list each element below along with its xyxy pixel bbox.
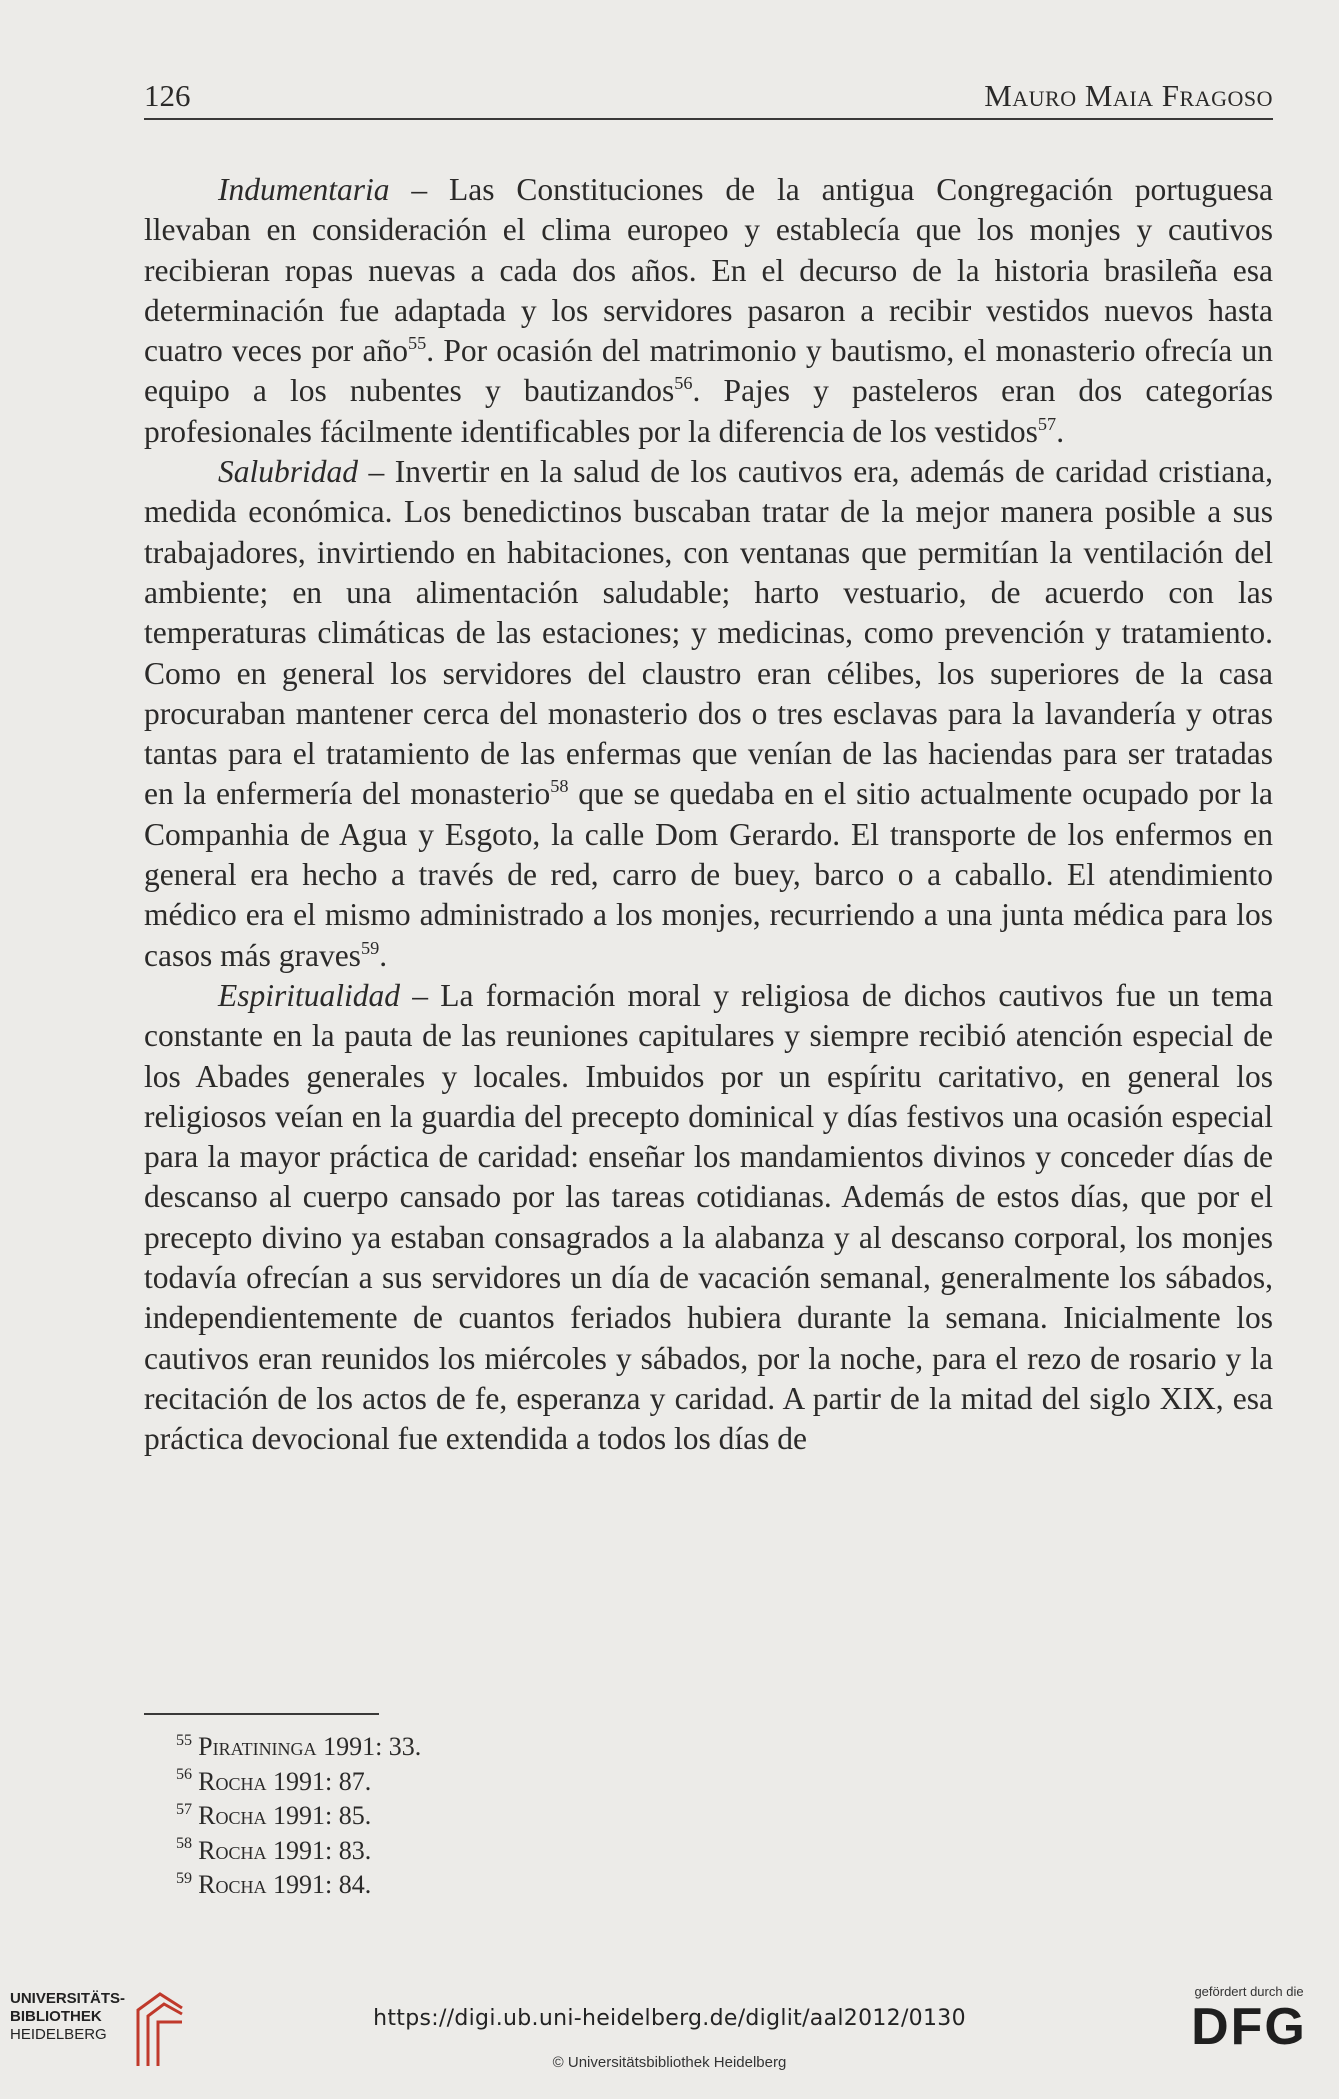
footnote-reference: 1991: 84. [266, 1870, 372, 1899]
section-lead: Salubridad [218, 454, 359, 490]
footnote-author: Rocha [198, 1835, 267, 1865]
paragraph [144, 170, 1273, 452]
paragraph-text: . Pajes y pasteleros eran dos categorías profesionales fácilmente identificables por la diferencia de los vestidos [144, 373, 1273, 449]
footnote-reference: 1991: 83. [266, 1835, 372, 1865]
paragraph-text: . [1056, 413, 1065, 449]
dfg-wordmark: DFG [1191, 1998, 1307, 2056]
footnote-reference: 1991: 33. [316, 1732, 422, 1761]
footnotes [176, 1730, 421, 1903]
footnote-reference: 1991: 85. [266, 1801, 372, 1830]
footnote-marker: 57 [1037, 413, 1057, 434]
footnote-marker: 56 [674, 373, 693, 394]
dfg-logo [1179, 1984, 1319, 2055]
footnote-marker: 55 [407, 333, 427, 354]
footnote-author: Rocha [198, 1766, 267, 1796]
paragraph-text: . [379, 937, 388, 973]
section-lead: Indumentaria [218, 172, 390, 207]
paragraph [144, 976, 1273, 1460]
section-lead: Espiritualidad [218, 977, 401, 1013]
footnote [176, 1730, 421, 1765]
running-head: Mauro Maia Fragoso [984, 78, 1273, 113]
paragraph-text: que se quedaba en el sitio actualmente ocupado por la Companhia de Agua y Esgoto, la calle Dom Gerardo. El transporte de los enfermos en general era hecho a través de red, carro de buey, barco o a caballo. El atendimiento médico era el mismo administrado a los monjes, recurriendo a una junta médica para los casos más graves [144, 776, 1273, 973]
body-text [144, 170, 1273, 1460]
footnote-number: 57 [176, 1800, 193, 1818]
footnote [176, 1834, 421, 1869]
page-number: 126 [144, 78, 191, 113]
footnote-separator [144, 1713, 379, 1715]
footnote-number: 56 [176, 1766, 193, 1784]
footnote-reference: 1991: 87. [266, 1766, 372, 1796]
paragraph-text: – Las Constituciones de la antigua Congregación portuguesa llevaban en consideración el clima europeo y establecía que los monjes y cautivos recibieran ropas nuevas a cada dos años. En el decurso de la historia brasileña esa determinación fue adaptada y los servidores pasaron a recibir vestidos nuevos hasta cuatro veces por año [144, 172, 1273, 369]
footnote [176, 1799, 421, 1834]
paragraph-text: – Invertir en la salud de los cautivos era, además de caridad cristiana, medida económica. Los benedictinos buscaban tratar de la mejor manera posible a sus trabajadores, invirtiendo en habitaciones, con ventanas que permitían la ventilación del ambiente; en una alimentación saludable; harto vestuario, de acuerdo con las temperaturas climáticas de las estaciones; y medicinas, como prevención y tratamiento. Como en general los servidores del claustro eran célibes, los superiores de la casa procuraban mantener cerca del monasterio dos o tres esclavas para la lavandería y otras tantas para el tratamiento de las enfermas que venían de las haciendas para ser tratadas en la enfermería del monasterio [144, 454, 1273, 812]
footnote-marker: 59 [360, 937, 380, 958]
footnote-author: Rocha [198, 1801, 267, 1830]
source-url-link[interactable]: https://digi.ub.uni-heidelberg.de/diglit/aal2012/0130 [373, 2006, 966, 2031]
footnote-author: Piratininga [198, 1732, 317, 1761]
copyright-notice: © Universitätsbibliothek Heidelberg [552, 2054, 787, 2071]
footnote-number: 59 [176, 1869, 193, 1887]
footnote [176, 1868, 421, 1903]
footnote [176, 1765, 421, 1800]
footnote-author: Rocha [198, 1870, 267, 1899]
library-logo-line: UNIVERSITÄTS- [10, 1990, 126, 2007]
funded-by-label: gefördert durch die [1194, 1984, 1304, 1999]
library-logo-line: BIBLIOTHEK [10, 2008, 102, 2025]
paragraph-text: . Por ocasión del matrimonio y bautismo, el monasterio ofrecía un equipo a los nubentes y bautizandos [144, 333, 1273, 409]
paragraph-text: – La formación moral y religiosa de dichos cautivos fue un tema constante en la pauta de las reuniones capitulares y siempre recibió atención especial de los Abades generales y locales. Imbuidos por un espíritu caritativo, en general los religiosos veían en la guardia del precepto dominical y días festivos una ocasión especial para la mayor práctica de caridad: enseñar los mandamientos divinos y conceder días de descanso al cuerpo cansado por las tareas cotidianas. Además de estos días, que por el precepto divino ya estaban consagrados a la alabanza y al descanso corporal, los monjes todavía ofrecían a sus servidores un día de vacación semanal, generalmente los sábados, independientemente de cuantos feriados hubiera durante la semana. Inicialmente los cautivos eran reunidos los miércoles y sábados, por la noche, para el rezo de rosario y la recitación de los actos de fe, esperanza y caridad. A partir de la mitad del siglo XIX, esa práctica devocional fue extendida a todos los días de [144, 977, 1273, 1457]
paragraph [144, 452, 1273, 976]
footnote-number: 55 [176, 1731, 193, 1749]
page-header [144, 78, 1273, 120]
library-logo-line: HEIDELBERG [10, 2026, 107, 2043]
digitization-footer [0, 1970, 1339, 2099]
footnote-number: 58 [176, 1835, 193, 1853]
footnote-marker: 58 [550, 776, 569, 797]
